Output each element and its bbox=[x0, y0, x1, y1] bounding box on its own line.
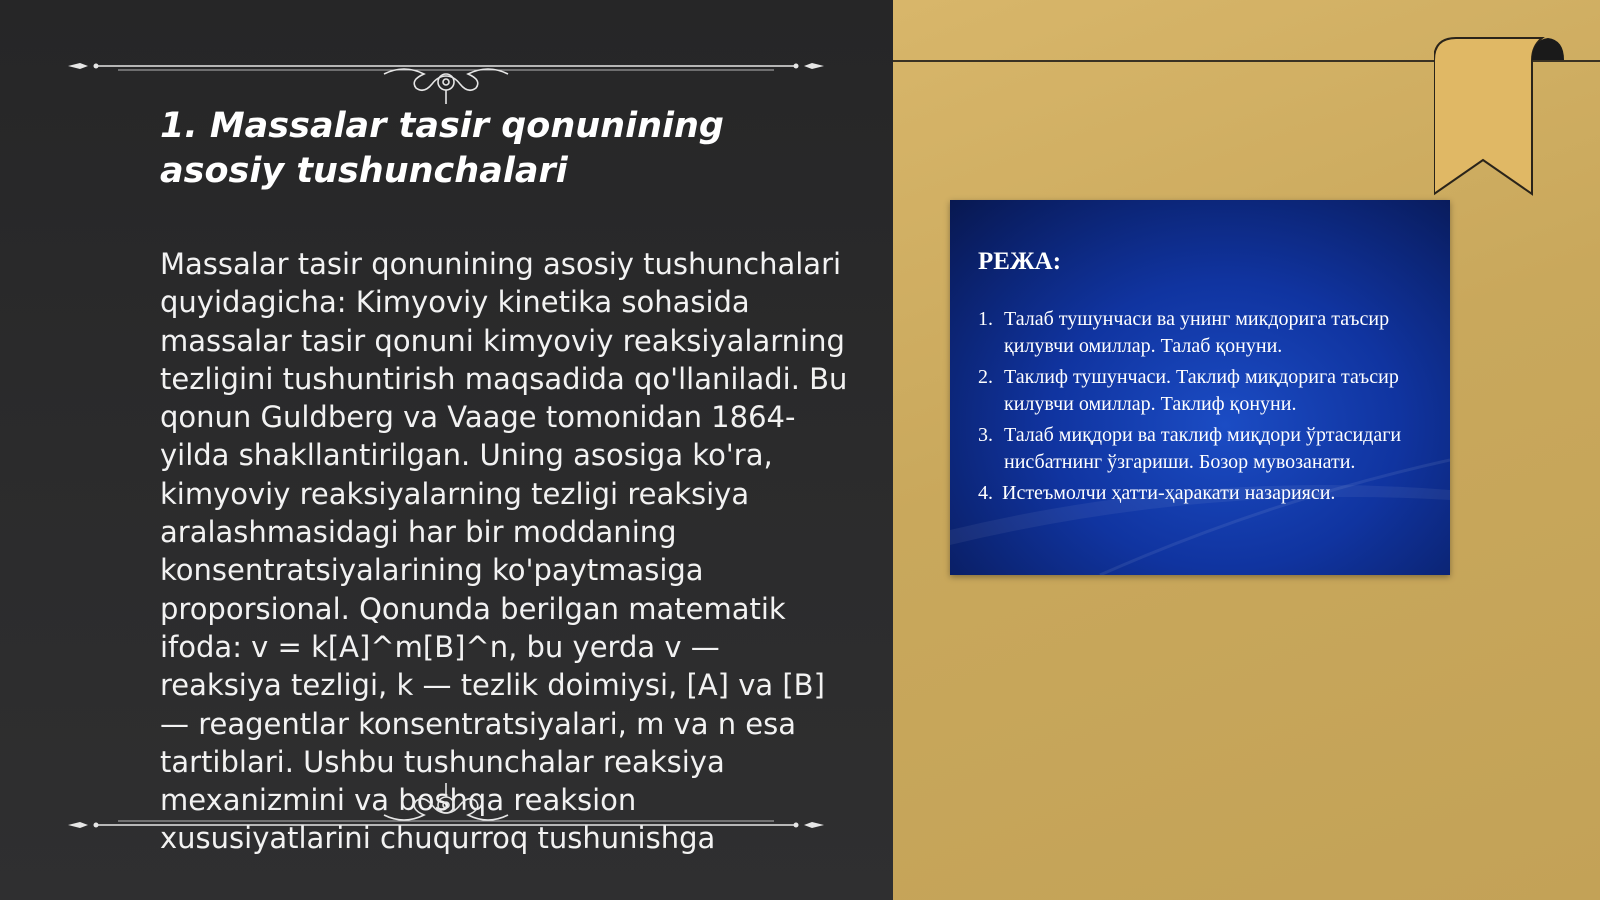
slide-title: 1. Massalar tasir qonunining asosiy tushunchalari bbox=[160, 106, 724, 191]
plan-item-text: Талаб тушунчаси ва унинг микдорига таъсир қилувчи омиллар. Талаб қонуни. bbox=[1004, 308, 1390, 357]
right-panel bbox=[893, 0, 1600, 900]
scroll-divider-icon bbox=[68, 775, 824, 835]
plan-item bbox=[978, 422, 1438, 476]
plan-title: РЕЖА: bbox=[978, 248, 1062, 275]
plan-item-text: Истеъмолчи ҳатти-ҳаракати назарияси. bbox=[1002, 482, 1336, 504]
plan-item bbox=[978, 364, 1438, 418]
plan-item bbox=[978, 306, 1438, 360]
plan-item bbox=[978, 480, 1438, 507]
slide-body-text: Massalar tasir qonunining asosiy tushunchalari quyidagicha: Kimyoviy kinetika sohasida massalar tasir qonuni kimyoviy reaksiyalarning tezligini tushuntirish maqsadida qo'llaniladi. Bu qonun Guldberg va Vaage tomonidan 1864-yilda shakllantirilgan. Uning asosiga ko'ra, kimyoviy reaksiyalarning tezligi reaksiya aralashmasidagi har bir moddaning konsentratsiyalarining ko'paytmasiga proporsional. Qonunda berilgan matematik ifoda: v = k[A]^m[B]^n, bu yerda v — reaksiya tezligi, k — tezlik doimiysi, [A] va [B] — reagentlar konsentratsiyalari, m va n esa tartiblari. Ushbu tushunchalar reaksiya mexanizmini va boshqa reaksion xususiyatlarini chuqurroq tushunishga bbox=[160, 247, 848, 856]
scroll-divider-icon bbox=[68, 52, 824, 112]
plan-item-text: Талаб миқдори ва таклиф миқдори ўртасидаги нисбатнинг ўзгариши. Бозор мувозанати. bbox=[1004, 424, 1402, 473]
plan-card bbox=[950, 200, 1450, 575]
plan-item-number: 4. bbox=[978, 482, 993, 504]
plan-item-text: Таклиф тушунчаси. Таклиф миқдорига таъсир килувчи омиллар. Таклиф қонуни. bbox=[1004, 366, 1399, 415]
plan-item-number: 3. bbox=[978, 424, 993, 446]
bookmark-ribbon-icon bbox=[1434, 36, 1564, 198]
plan-item-number: 1. bbox=[978, 308, 993, 330]
plan-item-number: 2. bbox=[978, 366, 993, 388]
plan-list bbox=[978, 306, 1438, 511]
